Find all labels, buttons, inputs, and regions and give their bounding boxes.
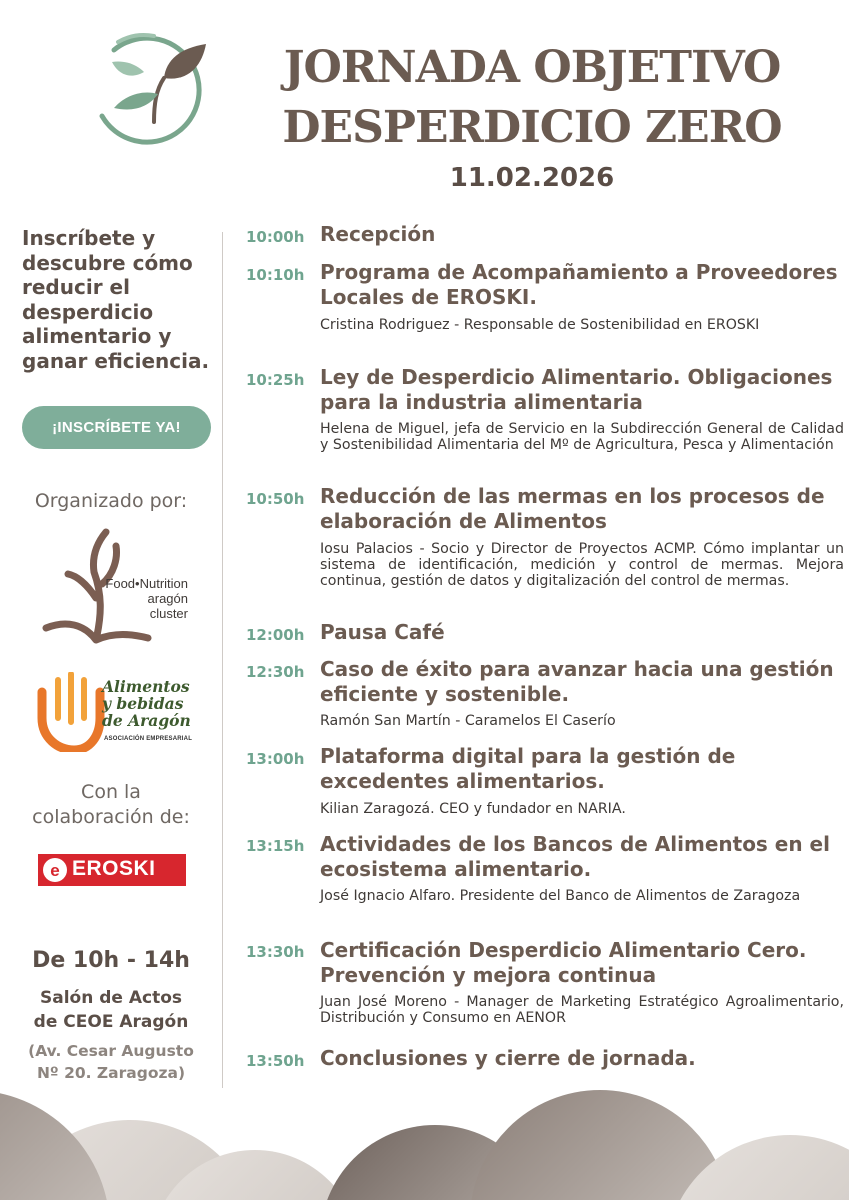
agenda-title: Caso de éxito para avanzar hacia una gestión eficiente y sostenible.	[320, 657, 834, 706]
agenda-title: Certificación Desperdicio Alimentario Cero. Prevención y mejora continua	[320, 938, 807, 987]
event-address: (Av. Cesar Augusto Nº 20. Zaragoza)	[28, 1042, 194, 1082]
agenda-time: 12:00h	[246, 626, 305, 644]
agenda-title: Plataforma digital para la gestión de excedentes alimentarios.	[320, 744, 736, 793]
agenda-title: Ley de Desperdicio Alimentario. Obligaciones para la industria alimentaria	[320, 365, 833, 414]
agenda-title: Reducción de las mermas en los procesos de elaboración de Alimentos	[320, 484, 825, 533]
collaboration-label: Con la colaboración de:	[32, 781, 190, 828]
agenda-time: 10:50h	[246, 490, 305, 508]
column-divider	[222, 232, 223, 1088]
agenda-title: Pausa Café	[320, 620, 445, 644]
event-date: 11.02.2026	[449, 163, 615, 193]
agenda-title: Programa de Acompañamiento a Proveedores Locales de EROSKI.	[320, 260, 838, 309]
alimentos-bebidas-aragon-text: Alimentos y bebidas de Aragón	[102, 677, 191, 730]
svg-text:e: e	[50, 861, 60, 880]
food-nutrition-cluster-text: Food•Nutrition aragón cluster	[105, 576, 188, 621]
agenda-description: José Ignacio Alfaro. Presidente del Banco de Alimentos de Zaragoza	[320, 888, 801, 904]
decorative-circles	[0, 1060, 849, 1200]
eroski-logo-text: EROSKI	[72, 857, 156, 880]
agenda-description: Juan José Moreno - Manager de Marketing Estratégico Agroalimentario, Distribución y Consumo en AENOR	[320, 994, 844, 1026]
title-line-2: DESPERDICIO ZERO	[282, 102, 782, 153]
agenda-title: Actividades de los Bancos de Alimentos en el ecosistema alimentario.	[320, 832, 830, 881]
agenda-description: Cristina Rodriguez - Responsable de Sostenibilidad en EROSKI	[320, 317, 760, 333]
organized-by-label: Organizado por:	[34, 490, 188, 512]
agenda-description: Iosu Palacios - Socio y Director de Proyectos ACMP. Cómo implantar un sistema de identificación, medición y control de mermas. Mejora continua, gestión de datos y digitalización del control de mermas.	[320, 541, 844, 589]
agenda-time: 13:15h	[246, 837, 305, 855]
title-line-1: JORNADA OBJETIVO	[283, 42, 781, 93]
intro-text: Inscríbete y descubre cómo reducir el desperdicio alimentario y ganar eficiencia.	[22, 226, 210, 373]
agenda-time: 10:10h	[246, 266, 305, 284]
agenda-description: Ramón San Martín - Caramelos El Caserío	[320, 713, 616, 729]
agenda-time: 13:00h	[246, 750, 305, 768]
agenda-description: Kilian Zaragozá. CEO y fundador en NARIA.	[320, 801, 626, 817]
register-button[interactable]: ¡INSCRÍBETE YA!	[22, 406, 211, 449]
leaf-logo-icon	[84, 30, 216, 148]
alimentos-bebidas-aragon-subtitle: ASOCIACIÓN EMPRESARIAL	[104, 736, 193, 742]
agenda-time: 10:00h	[246, 228, 305, 246]
agenda-description: Helena de Miguel, jefa de Servicio en la Subdirección General de Calidad y Sostenibilidad Alimentaria del Mº de Agricultura, Pesca y Alimentación	[320, 421, 844, 453]
agenda-time: 13:50h	[246, 1052, 305, 1070]
agenda-time: 12:30h	[246, 663, 305, 681]
event-venue: Salón de Actos de CEOE Aragón	[33, 988, 189, 1032]
agenda-time: 10:25h	[246, 371, 305, 389]
agenda-title: Recepción	[320, 222, 436, 246]
agenda-time: 13:30h	[246, 943, 305, 961]
agenda-title: Conclusiones y cierre de jornada.	[320, 1046, 696, 1070]
event-hours: De 10h - 14h	[32, 948, 190, 973]
page-title	[232, 38, 832, 158]
